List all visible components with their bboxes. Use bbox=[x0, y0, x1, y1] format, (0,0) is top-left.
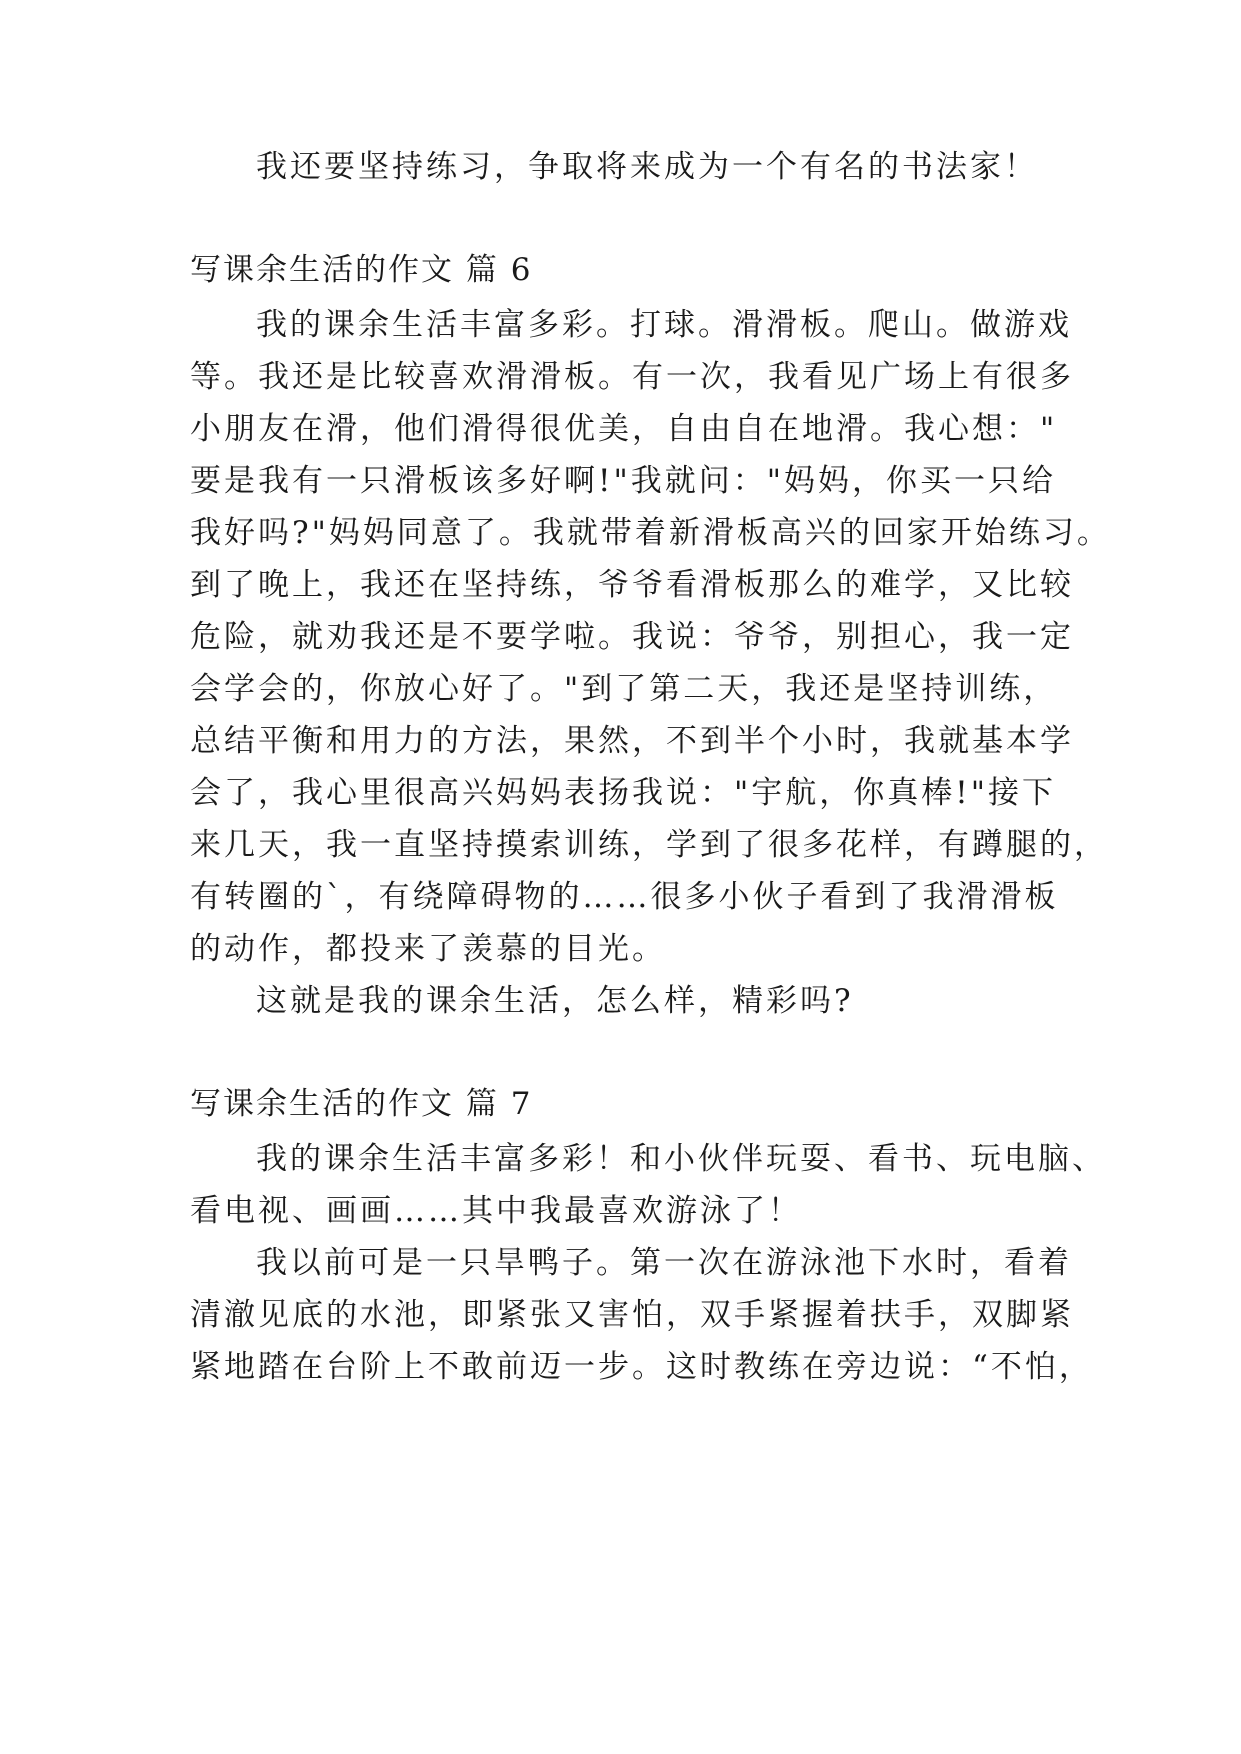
paragraph-line: 到了晚上，我还在坚持练，爷爷看滑板那么的难学，又比较 bbox=[190, 567, 1074, 603]
paragraph-line: 我以前可是一只旱鸭子。第一次在游泳池下水时，看着 bbox=[256, 1245, 1072, 1281]
paragraph-line: 总结平衡和用力的方法，果然，不到半个小时，我就基本学 bbox=[190, 723, 1074, 759]
section-heading: 写课余生活的作文 篇 6 bbox=[190, 252, 533, 288]
paragraph-line: 等。我还是比较喜欢滑滑板。有一次，我看见广场上有很多 bbox=[190, 359, 1074, 395]
paragraph-line: 小朋友在滑，他们滑得很优美，自由自在地滑。我心想：" bbox=[190, 411, 1058, 447]
paragraph-line: 我的课余生活丰富多彩。打球。滑滑板。爬山。做游戏 bbox=[256, 307, 1072, 343]
paragraph-line: 会学会的，你放心好了。"到了第二天，我还是坚持训练， bbox=[190, 671, 1058, 707]
paragraph-line: 我好吗?"妈妈同意了。我就带着新滑板高兴的回家开始练习。 bbox=[190, 515, 1111, 551]
paragraph-line: 要是我有一只滑板该多好啊!"我就问："妈妈，你买一只给 bbox=[190, 463, 1056, 499]
section-heading: 写课余生活的作文 篇 7 bbox=[190, 1086, 533, 1122]
paragraph-line: 紧地踏在台阶上不敢前迈一步。这时教练在旁边说：“不怕， bbox=[190, 1349, 1093, 1385]
paragraph-line: 我的课余生活丰富多彩！和小伙伴玩耍、看书、玩电脑、 bbox=[256, 1141, 1106, 1177]
paragraph-line: 来几天，我一直坚持摸索训练，学到了很多花样，有蹲腿的， bbox=[190, 827, 1108, 863]
paragraph-line: 清澈见底的水池，即紧张又害怕，双手紧握着扶手，双脚紧 bbox=[190, 1297, 1074, 1333]
paragraph-line: 危险，就劝我还是不要学啦。我说：爷爷，别担心，我一定 bbox=[190, 619, 1074, 655]
paragraph-line: 会了，我心里很高兴妈妈表扬我说："宇航，你真棒!"接下 bbox=[190, 775, 1056, 811]
paragraph-line: 这就是我的课余生活，怎么样，精彩吗? bbox=[256, 983, 854, 1019]
paragraph-line: 的动作，都投来了羡慕的目光。 bbox=[190, 931, 666, 967]
paragraph-line: 我还要坚持练习，争取将来成为一个有名的书法家！ bbox=[256, 149, 1038, 185]
paragraph-line: 看电视、画画……其中我最喜欢游泳了！ bbox=[190, 1193, 802, 1229]
paragraph-line: 有转圈的`，有绕障碍物的……很多小伙子看到了我滑滑板 bbox=[190, 879, 1059, 915]
